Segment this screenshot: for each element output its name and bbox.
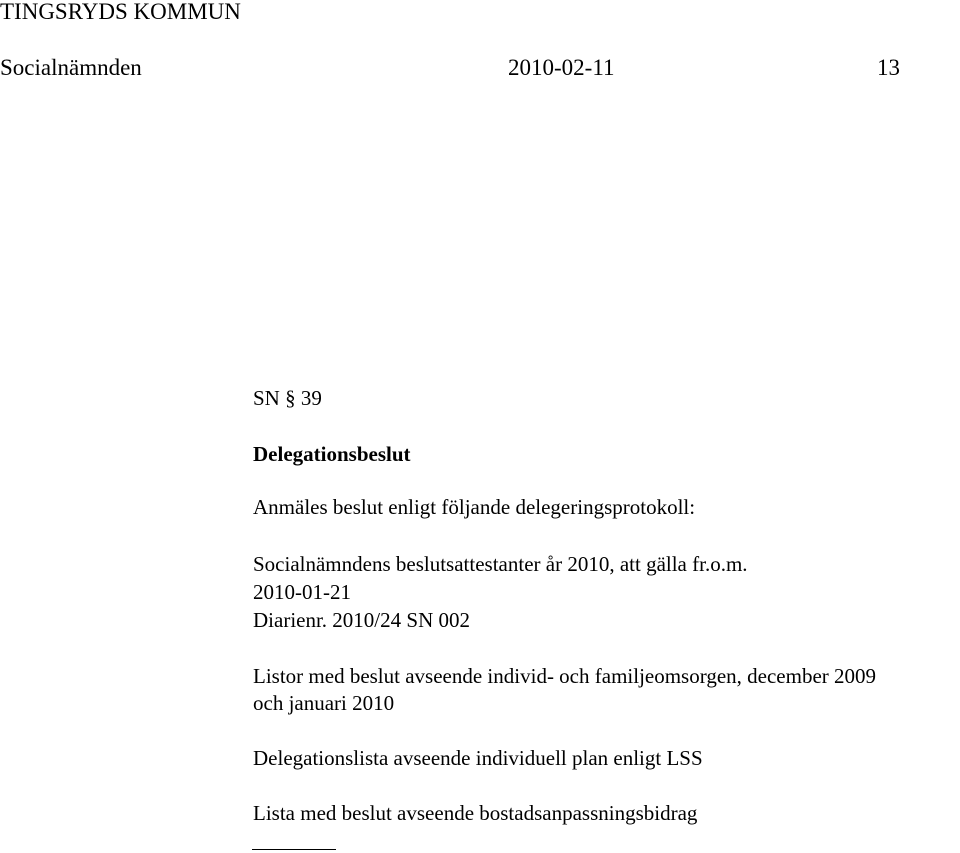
- item-2-line-1: Listor med beslut avseende individ- och familjeomsorgen, december 2009: [253, 664, 877, 688]
- item-1-line-1: Socialnämndens beslutsattestanter år 2010, att gälla fr.o.m.: [253, 552, 748, 576]
- page-number: 13: [877, 55, 900, 80]
- meeting-date: 2010-02-11: [508, 55, 615, 80]
- item-2-line-2: och januari 2010: [253, 691, 395, 715]
- separator-rule: [252, 849, 336, 850]
- paragraph-id: SN § 39: [253, 386, 322, 410]
- item-1-line-2: 2010-01-21: [253, 580, 351, 604]
- item-1-line-3: Diarienr. 2010/24 SN 002: [253, 608, 470, 632]
- item-4-line-1: Lista med beslut avseende bostadsanpassningsbidrag: [253, 801, 698, 825]
- item-3-line-1: Delegationslista avseende individuell plan enligt LSS: [253, 746, 703, 770]
- committee-name: Socialnämnden: [0, 55, 142, 80]
- section-intro: Anmäles beslut enligt följande delegeringsprotokoll:: [253, 495, 696, 519]
- section-title: Delegationsbeslut: [253, 442, 411, 466]
- municipality-name: TINGSRYDS KOMMUN: [0, 0, 241, 24]
